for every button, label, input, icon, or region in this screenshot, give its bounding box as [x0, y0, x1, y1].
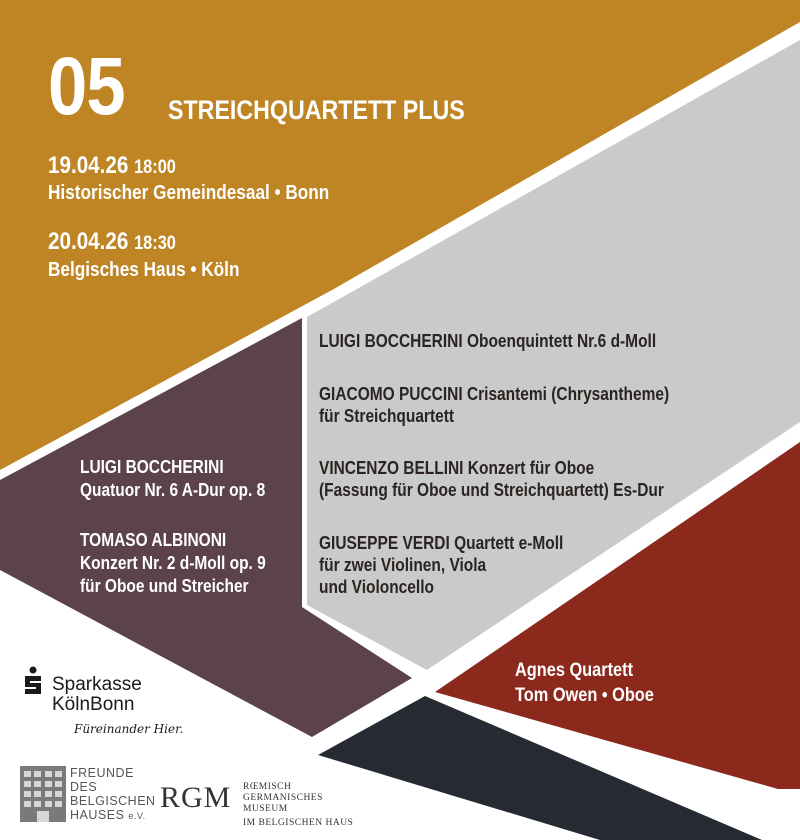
- program-item-boccherini-quatuor: [80, 456, 295, 502]
- work-detail: für zwei Violinen, Viola: [319, 555, 487, 575]
- program-item-verdi: [319, 532, 603, 598]
- work-title: Konzert für Oboe: [467, 458, 595, 478]
- program-item-puccini: [319, 383, 726, 427]
- event-number: 05: [48, 41, 125, 132]
- work-title: Crisantemi (Chrysantheme): [466, 384, 670, 404]
- composer: LUIGI BOCCHERINI: [80, 457, 224, 477]
- sparkasse-slogan: Füreinander Hier.: [74, 722, 184, 736]
- work-title: Quatuor Nr. 6 A-Dur op. 8: [80, 480, 266, 500]
- date-2: [48, 228, 197, 256]
- date-1-day: 19.04.26: [48, 152, 129, 179]
- sparkasse-logo-icon: [22, 666, 44, 696]
- freunde-logo-text: FREUNDE DES BELGISCHEN HAUSES e.V.: [70, 766, 156, 822]
- rgm-logo-name: RŒMISCH GERMANISCHES MUSEUM: [243, 782, 323, 814]
- rgm-logo-abbr: RGM: [160, 781, 232, 814]
- work-detail: für Oboe und Streicher: [80, 576, 249, 596]
- performer-ensemble: Agnes Quartett: [515, 660, 634, 681]
- work-detail: (Fassung für Oboe und Streichquartett) Es-Dur: [319, 480, 664, 500]
- date-1-time: 18:00: [134, 157, 176, 178]
- work-title: Quartett e-Moll: [454, 533, 564, 553]
- performers: [515, 658, 676, 708]
- program-item-albinoni: [80, 529, 296, 598]
- program-item-bellini: [319, 457, 720, 501]
- sparkasse-name: Sparkasse KölnBonn: [52, 674, 142, 715]
- work-detail: und Violoncello: [319, 577, 434, 597]
- date-2-time: 18:30: [134, 233, 176, 254]
- date-2-day: 20.04.26: [48, 228, 129, 255]
- composer: VINCENZO BELLINI: [319, 458, 464, 478]
- work-title: Konzert Nr. 2 d-Moll op. 9: [80, 553, 266, 573]
- rgm-logo-sub: IM BELGISCHEN HAUS: [243, 818, 354, 828]
- venue-2: Belgisches Haus • Köln: [48, 259, 240, 281]
- composer: GIUSEPPE VERDI: [319, 533, 450, 553]
- belgisches-haus-building-icon: [20, 766, 66, 822]
- event-title: STREICHQUARTETT PLUS: [168, 95, 465, 125]
- work-title: Oboenquintett Nr.6 d-Moll: [466, 331, 657, 351]
- composer: TOMASO ALBINONI: [80, 530, 227, 550]
- venue-1: Historischer Gemeindesaal • Bonn: [48, 182, 330, 204]
- performer-soloist: Tom Owen • Oboe: [515, 685, 654, 706]
- date-1: [48, 152, 197, 180]
- composer: GIACOMO PUCCINI: [319, 384, 463, 404]
- work-detail: für Streichquartett: [319, 406, 455, 426]
- composer: LUIGI BOCCHERINI: [319, 331, 463, 351]
- program-item-boccherini-oboe: [319, 330, 711, 352]
